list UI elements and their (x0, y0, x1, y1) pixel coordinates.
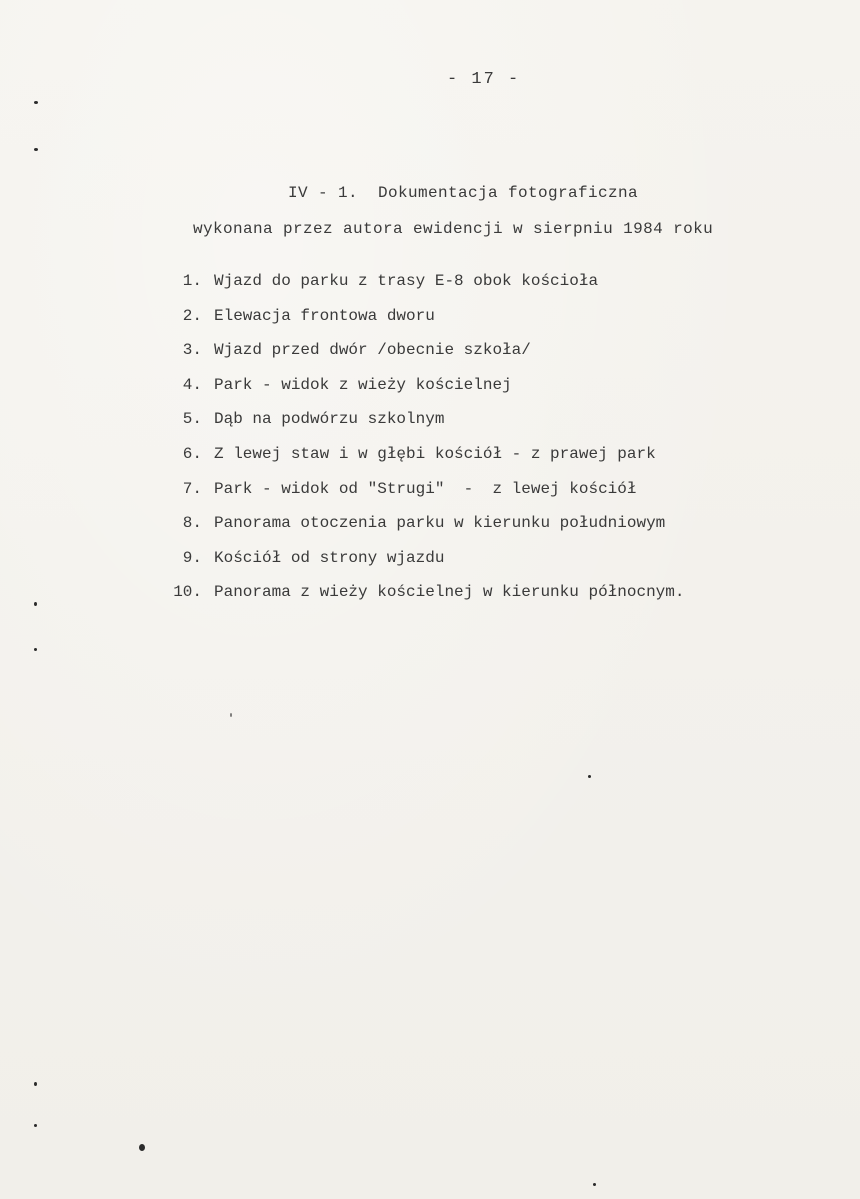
scan-speck (34, 1082, 37, 1086)
item-number: 7. (182, 479, 202, 498)
item-text: Z lewej staw i w głębi kościół - z prawej park (214, 444, 656, 463)
scan-speck (34, 148, 38, 151)
list-item (168, 476, 684, 511)
scan-speck (588, 775, 591, 778)
scan-speck (34, 1124, 37, 1127)
scan-speck (34, 101, 38, 104)
item-number: 10. (173, 583, 202, 602)
item-number: 3. (182, 341, 202, 360)
item-text: Park - widok od "Strugi" - z lewej kościół (214, 479, 637, 498)
item-number: 9. (182, 548, 202, 567)
list-item (168, 372, 684, 407)
list-item (168, 441, 684, 476)
item-number: 6. (182, 444, 202, 463)
item-text: Kościół od strony wjazdu (214, 548, 445, 567)
list-item (168, 510, 684, 545)
item-number: 1. (182, 272, 202, 290)
item-text: Elewacja frontowa dworu (214, 306, 435, 325)
scan-speck (34, 602, 37, 606)
list-item (168, 268, 684, 303)
item-number: 8. (182, 514, 202, 533)
item-text: Wjazd do parku z trasy E-8 obok kościoła (214, 272, 599, 290)
photo-list (168, 268, 684, 614)
scan-speck (593, 1183, 596, 1186)
item-number: 5. (182, 410, 202, 429)
list-item (168, 303, 684, 338)
list-item (168, 337, 684, 372)
item-text: Park - widok z wieży kościelnej (214, 375, 512, 394)
list-item (168, 545, 684, 580)
item-text: Wjazd przed dwór /obecnie szkoła/ (214, 341, 531, 360)
list-item (168, 579, 684, 614)
item-text: Dąb na podwórzu szkolnym (214, 410, 445, 429)
list-item (168, 406, 684, 441)
page-number: - 17 - (447, 70, 521, 89)
item-text: Panorama otoczenia parku w kierunku południowym (214, 514, 666, 533)
section-heading: IV - 1. Dokumentacja fotograficzna (288, 184, 639, 202)
scan-speck (139, 1144, 145, 1151)
item-number: 2. (182, 306, 202, 325)
scan-speck (34, 648, 37, 651)
item-text: Panorama z wieży kościelnej w kierunku północnym. (214, 583, 685, 602)
item-number: 4. (182, 375, 202, 394)
section-subheading: wykonana przez autora ewidencji w sierpniu 1984 roku (193, 220, 714, 238)
scan-speck (230, 713, 232, 717)
